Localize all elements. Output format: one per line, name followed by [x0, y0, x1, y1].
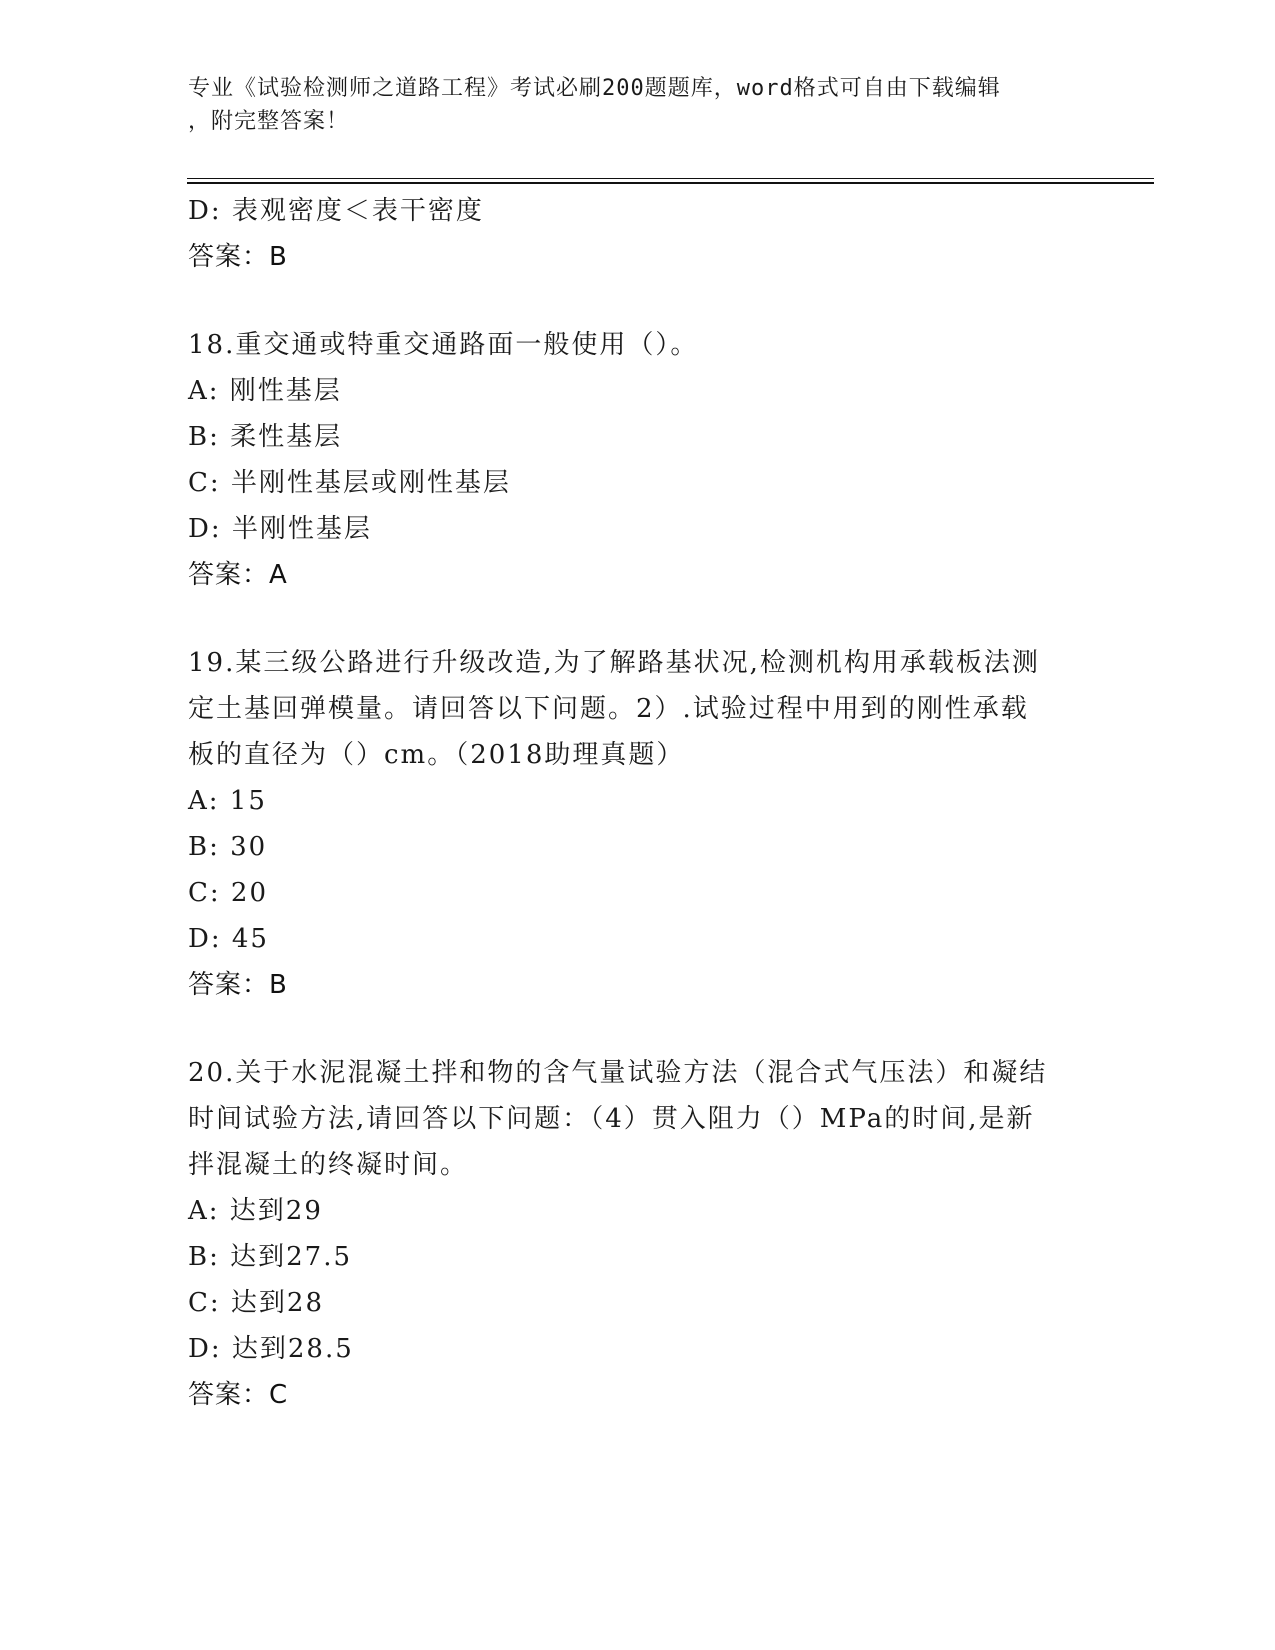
option-c: C: 达到28 [188, 1288, 325, 1318]
question-stem [188, 322, 1088, 368]
answer-line: 答案：B [188, 970, 288, 1000]
option-d: D: 达到28.5 [188, 1334, 354, 1364]
question-19 [188, 640, 1088, 1008]
header-divider-thick [187, 182, 1154, 184]
question-18 [188, 322, 1088, 598]
header-line-1: 专业《试验检测师之道路工程》考试必刷200题题库，word格式可自由下载编辑 [188, 76, 1001, 101]
header-line-2: ，附完整答案！ [188, 109, 350, 134]
option-a: A: 达到29 [188, 1196, 323, 1226]
answer-line: 答案：B [188, 242, 288, 272]
stem-line: 拌混凝土的终凝时间。 [188, 1150, 469, 1180]
spacer [188, 1008, 1088, 1050]
stem-line: 20.关于水泥混凝土拌和物的含气量试验方法（混合式气压法）和凝结 [188, 1058, 1048, 1088]
stem-line: 19.某三级公路进行升级改造,为了解路基状况,检测机构用承载板法测 [188, 648, 1040, 678]
option-a: A: 15 [188, 786, 267, 816]
stem-line: 18.重交通或特重交通路面一般使用（）。 [188, 330, 699, 360]
option-d: D: 半刚性基层 [188, 514, 372, 544]
option-c: C: 20 [188, 878, 269, 908]
answer-line: 答案：A [188, 560, 288, 590]
option-b: B: 达到27.5 [188, 1242, 353, 1272]
option-c: C: 半刚性基层或刚性基层 [188, 468, 511, 498]
previous-question-tail [188, 188, 1088, 280]
answer-line: 答案：C [188, 1380, 289, 1410]
question-list [188, 188, 1088, 1418]
option-d: D: 45 [188, 924, 269, 954]
header-divider-thin [187, 178, 1154, 179]
stem-line: 定土基回弹模量。请回答以下问题。2）.试验过程中用到的刚性承载 [188, 694, 1029, 724]
question-stem [188, 640, 1088, 778]
spacer [188, 280, 1088, 322]
question-stem [188, 1050, 1088, 1188]
option-d: D: 表观密度＜表干密度 [188, 196, 484, 226]
spacer [188, 598, 1088, 640]
document-header [188, 72, 1068, 138]
option-a: A: 刚性基层 [188, 376, 342, 406]
option-b: B: 30 [188, 832, 268, 862]
stem-line: 时间试验方法,请回答以下问题：（4）贯入阻力（）MPa的时间,是新 [188, 1104, 1035, 1134]
option-b: B: 柔性基层 [188, 422, 343, 452]
question-20 [188, 1050, 1088, 1418]
stem-line: 板的直径为（）cm。（2018助理真题） [188, 740, 685, 770]
